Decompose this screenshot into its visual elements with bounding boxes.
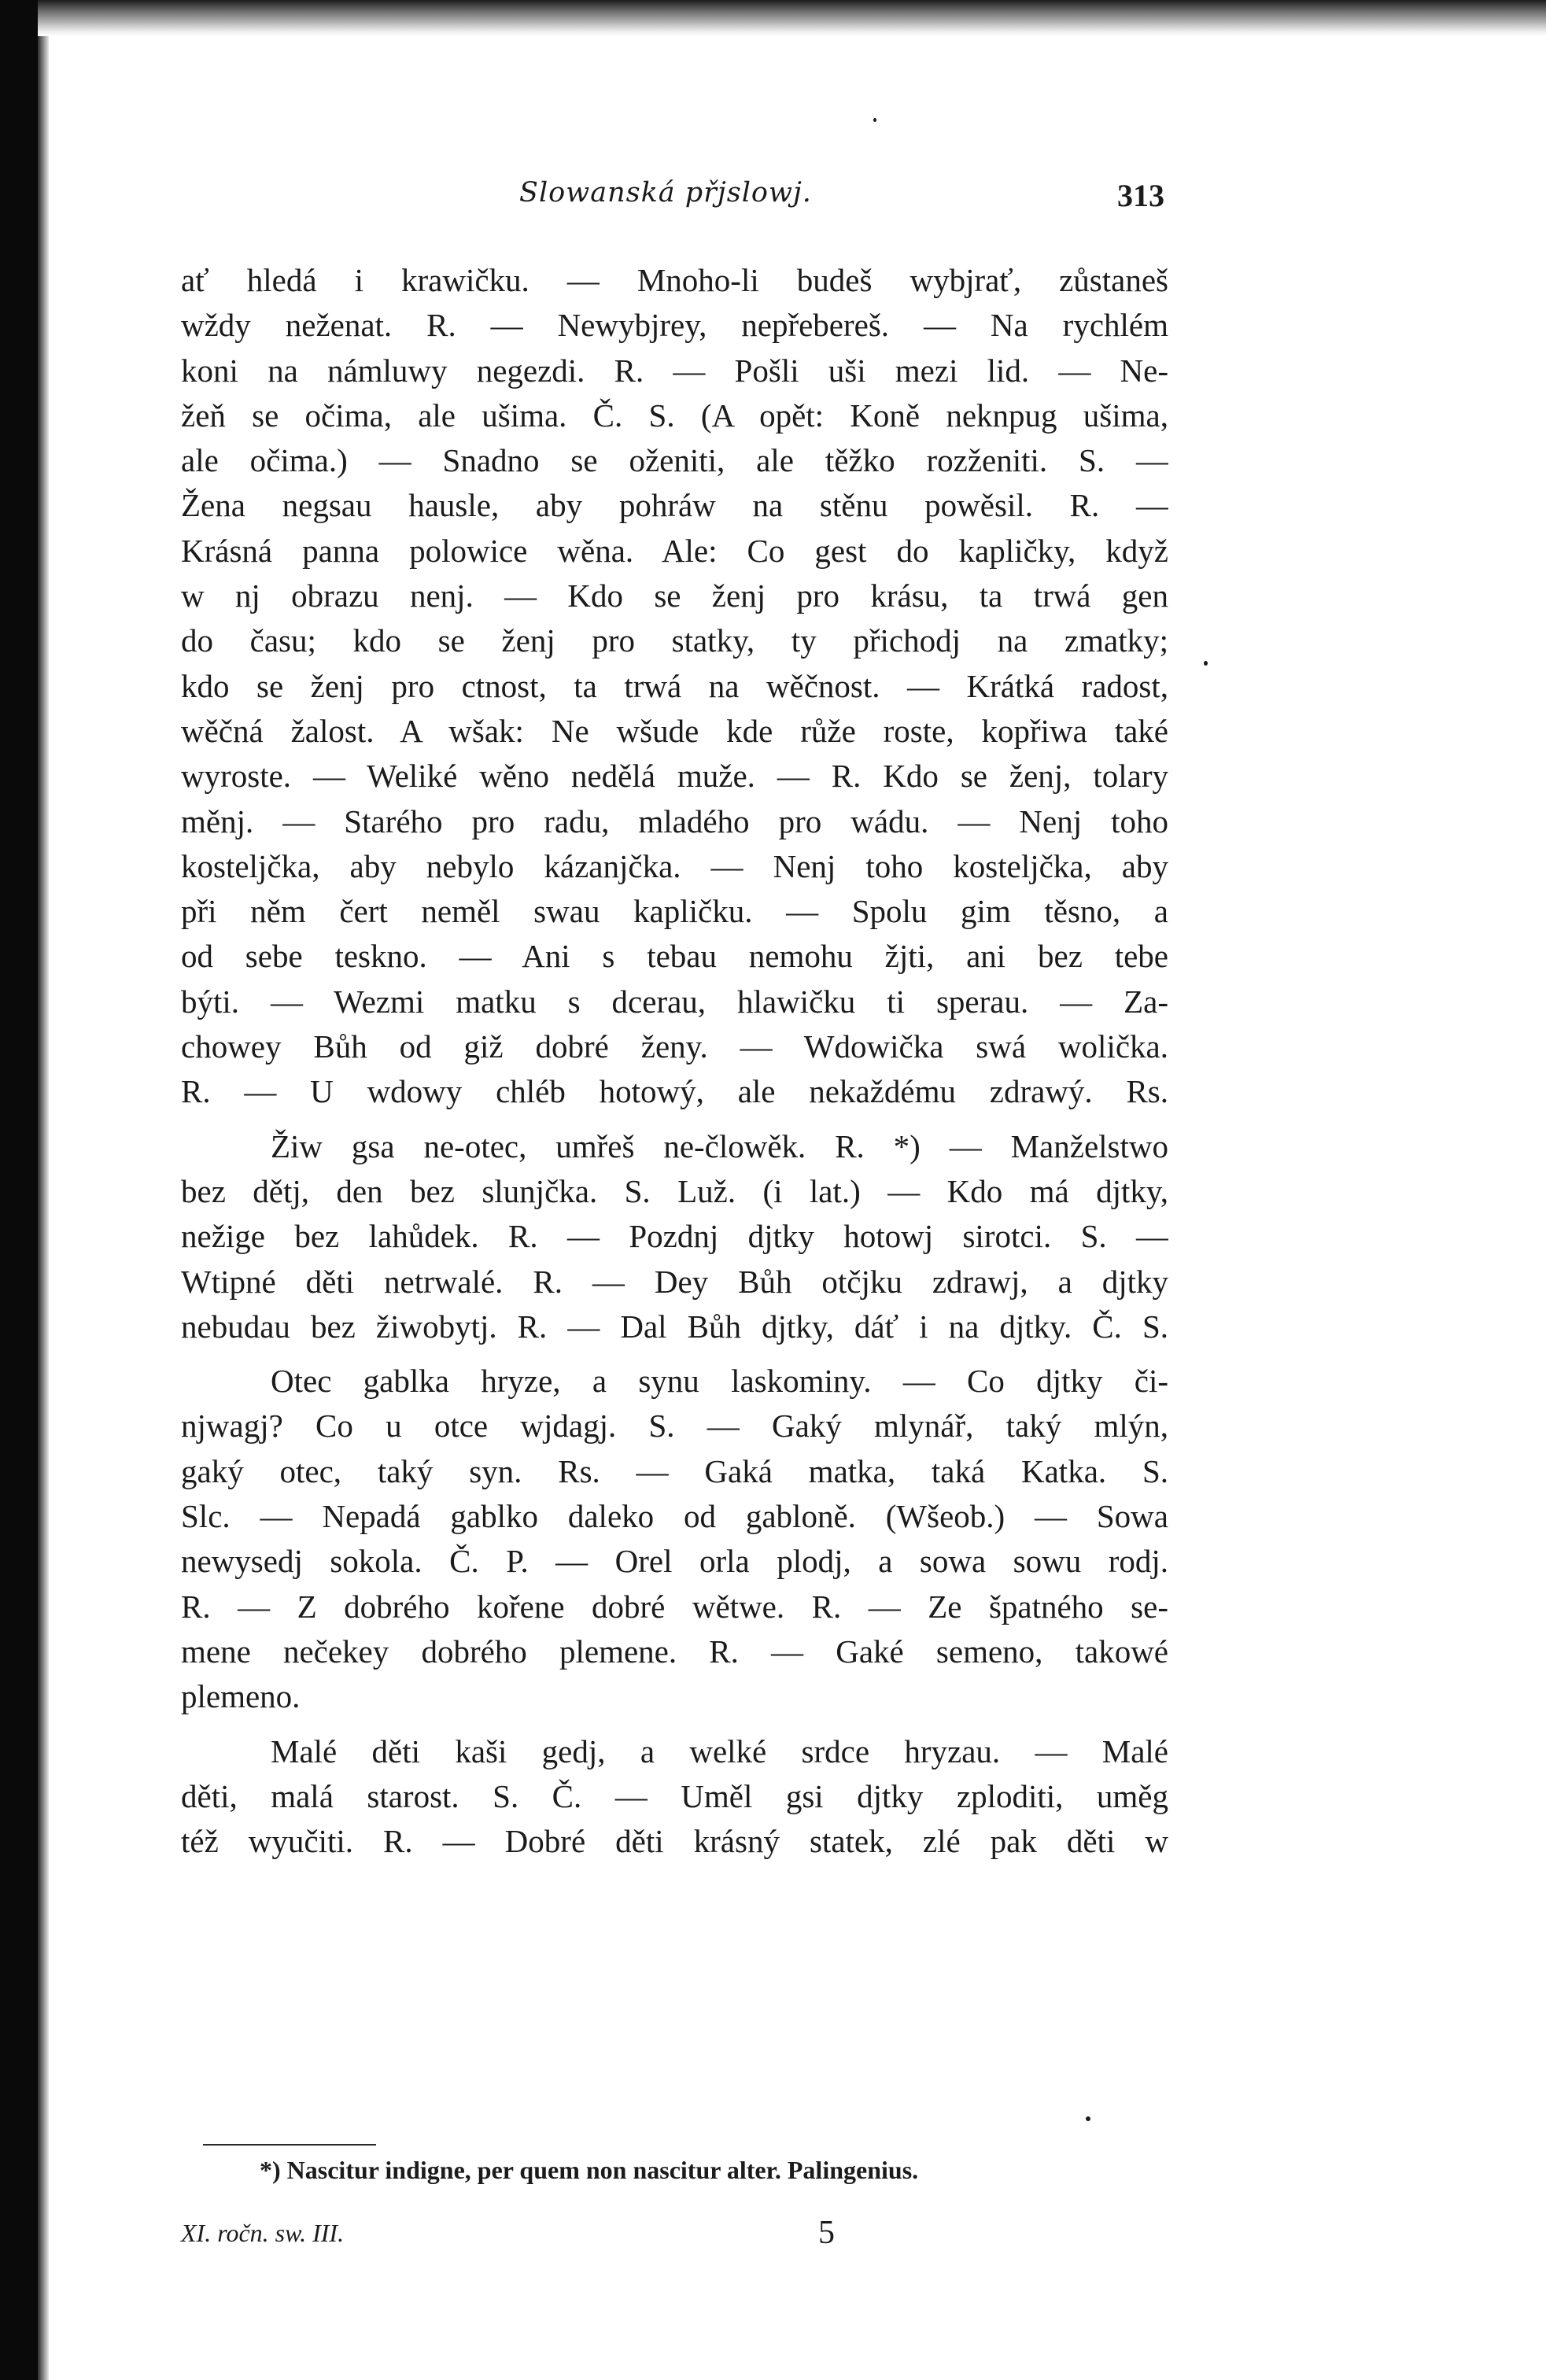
text-line: chowey Bůh od giž dobré ženy. — Wdowička swá wolička. bbox=[181, 1028, 1168, 1065]
printer-signature bbox=[181, 2215, 913, 2258]
text-line: Žiw gsa ne-otec, umřeš ne-člowěk. R. *) — Manželstwo bbox=[271, 1127, 1168, 1164]
text-block bbox=[181, 258, 1168, 1864]
text-line: měnj. — Starého pro radu, mladého pro wádu. — Nenj toho bbox=[181, 803, 1168, 839]
scan-speck bbox=[1204, 661, 1208, 666]
text-line: R. — U wdowy chléb hotowý, ale nekaždému zdrawý. Rs. bbox=[181, 1073, 1168, 1110]
text-line: Žena negsau hausle, aby pohráw na stěnu powěsil. R. — bbox=[181, 487, 1168, 524]
text-line: plemeno. bbox=[181, 1678, 301, 1715]
text-line: koni na námluwy negezdi. R. — Pošli uši mezi lid. — Ne- bbox=[181, 352, 1168, 389]
text-line: newysedj sokola. Č. P. — Orel orla plodj, a sowa sowu rodj. bbox=[181, 1543, 1168, 1580]
text-line: děti, malá starost. S. Č. — Uměl gsi djtky zploditi, uměg bbox=[181, 1777, 1168, 1814]
text-line: nežige bez lahůdek. R. — Pozdnj djtky hotowj sirotci. S. — bbox=[181, 1218, 1168, 1255]
signature-number: 5 bbox=[818, 2215, 835, 2251]
paragraph bbox=[181, 1359, 1168, 1719]
footnote: *) Nascitur indigne, per quem non nascitur alter. Palingenius. bbox=[260, 2156, 919, 2184]
footnote-rule bbox=[203, 2144, 376, 2146]
text-line: Otec gablka hryze, a synu laskominy. — Co djtky či- bbox=[271, 1363, 1168, 1400]
text-line: nebudau bez žiwobytj. R. — Dal Bůh djtky, dáť i na djtky. Č. S. bbox=[181, 1308, 1168, 1345]
text-line: Krásná panna polowice wěna. Ale: Co gest do kapličky, když bbox=[181, 532, 1168, 569]
scan-binding-edge bbox=[0, 0, 38, 2380]
text-line: při něm čert neměl swau kapličku. — Spolu gim těsno, a bbox=[181, 893, 1168, 930]
running-head bbox=[519, 177, 1164, 224]
text-line: Malé děti kaši gedj, a welké srdce hryzau. — Malé bbox=[271, 1732, 1168, 1769]
text-line: w nj obrazu nenj. — Kdo se ženj pro krásu, ta trwá gen bbox=[181, 577, 1168, 614]
text-line: wyroste. — Weliké wěno nedělá muže. — R. Kdo se ženj, tolary bbox=[181, 758, 1168, 795]
text-line: bez dětj, den bez slunjčka. S. Luž. (i lat.) — Kdo má djtky, bbox=[181, 1172, 1168, 1209]
scan-speck bbox=[873, 118, 876, 122]
text-line: býti. — Wezmi matku s dcerau, hlawičku ti sperau. — Za- bbox=[181, 983, 1168, 1020]
text-line: ale očima.) — Snadno se oženiti, ale těžko rozženiti. S. — bbox=[181, 442, 1168, 479]
scan-binding-shadow bbox=[38, 0, 49, 2380]
text-line: ať hledá i krawičku. — Mnoho-li budeš wybjrať, zůstaneš bbox=[181, 262, 1168, 298]
page-number: 313 bbox=[1117, 178, 1164, 213]
text-line: mene nečekey dobrého plemene. R. — Gaké semeno, takowé bbox=[181, 1633, 1168, 1670]
text-line: R. — Z dobrého kořene dobré wětwe. R. — Ze špatného se- bbox=[181, 1588, 1168, 1625]
text-line: žeň se očima, ale ušima. Č. S. (A opět: Koně neknpug ušima, bbox=[181, 397, 1168, 434]
text-line: kosteljčka, aby nebylo kázanjčka. — Nenj toho kosteljčka, aby bbox=[181, 847, 1168, 884]
signature-mark: XI. ročn. sw. III. bbox=[181, 2219, 345, 2247]
text-line: Slc. — Nepadá gablko daleko od gabloně. (Wšeob.) — Sowa bbox=[181, 1498, 1168, 1535]
running-title: Slowanská přjslowj. bbox=[519, 177, 812, 208]
text-line: njwagj? Co u otce wjdagj. S. — Gaký mlynář, taký mlýn, bbox=[181, 1408, 1168, 1445]
text-line: wždy neženat. R. — Newybjrey, nepřeberеš. — Na rychlém bbox=[181, 307, 1168, 344]
text-line: do času; kdo se ženj pro statky, ty přichodj na zmatky; bbox=[181, 622, 1168, 659]
text-line: Wtipné děti netrwalé. R. — Dey Bůh otčjku zdrawj, a djtky bbox=[181, 1263, 1168, 1300]
text-line: gaký otec, taký syn. Rs. — Gaká matka, taká Katka. S. bbox=[181, 1452, 1168, 1489]
text-line: též wyučiti. R. — Dobré děti krásný statek, zlé pak děti w bbox=[181, 1823, 1168, 1860]
scan-speck bbox=[1086, 2116, 1090, 2121]
text-line: od sebe teskno. — Ani s tebau nemohu žjti, ani bez tebe bbox=[181, 938, 1168, 975]
text-line: kdo se ženj pro ctnost, ta trwá na wěčnost. — Krátká radost, bbox=[181, 667, 1168, 704]
paragraph bbox=[181, 1729, 1168, 1865]
scan-top-shadow bbox=[38, 0, 1546, 36]
paragraph bbox=[181, 1124, 1168, 1349]
paragraph bbox=[181, 258, 1168, 1115]
text-line: wěčná žalost. A wšak: Ne wšude kde růže roste, kopřiwa také bbox=[181, 712, 1168, 749]
